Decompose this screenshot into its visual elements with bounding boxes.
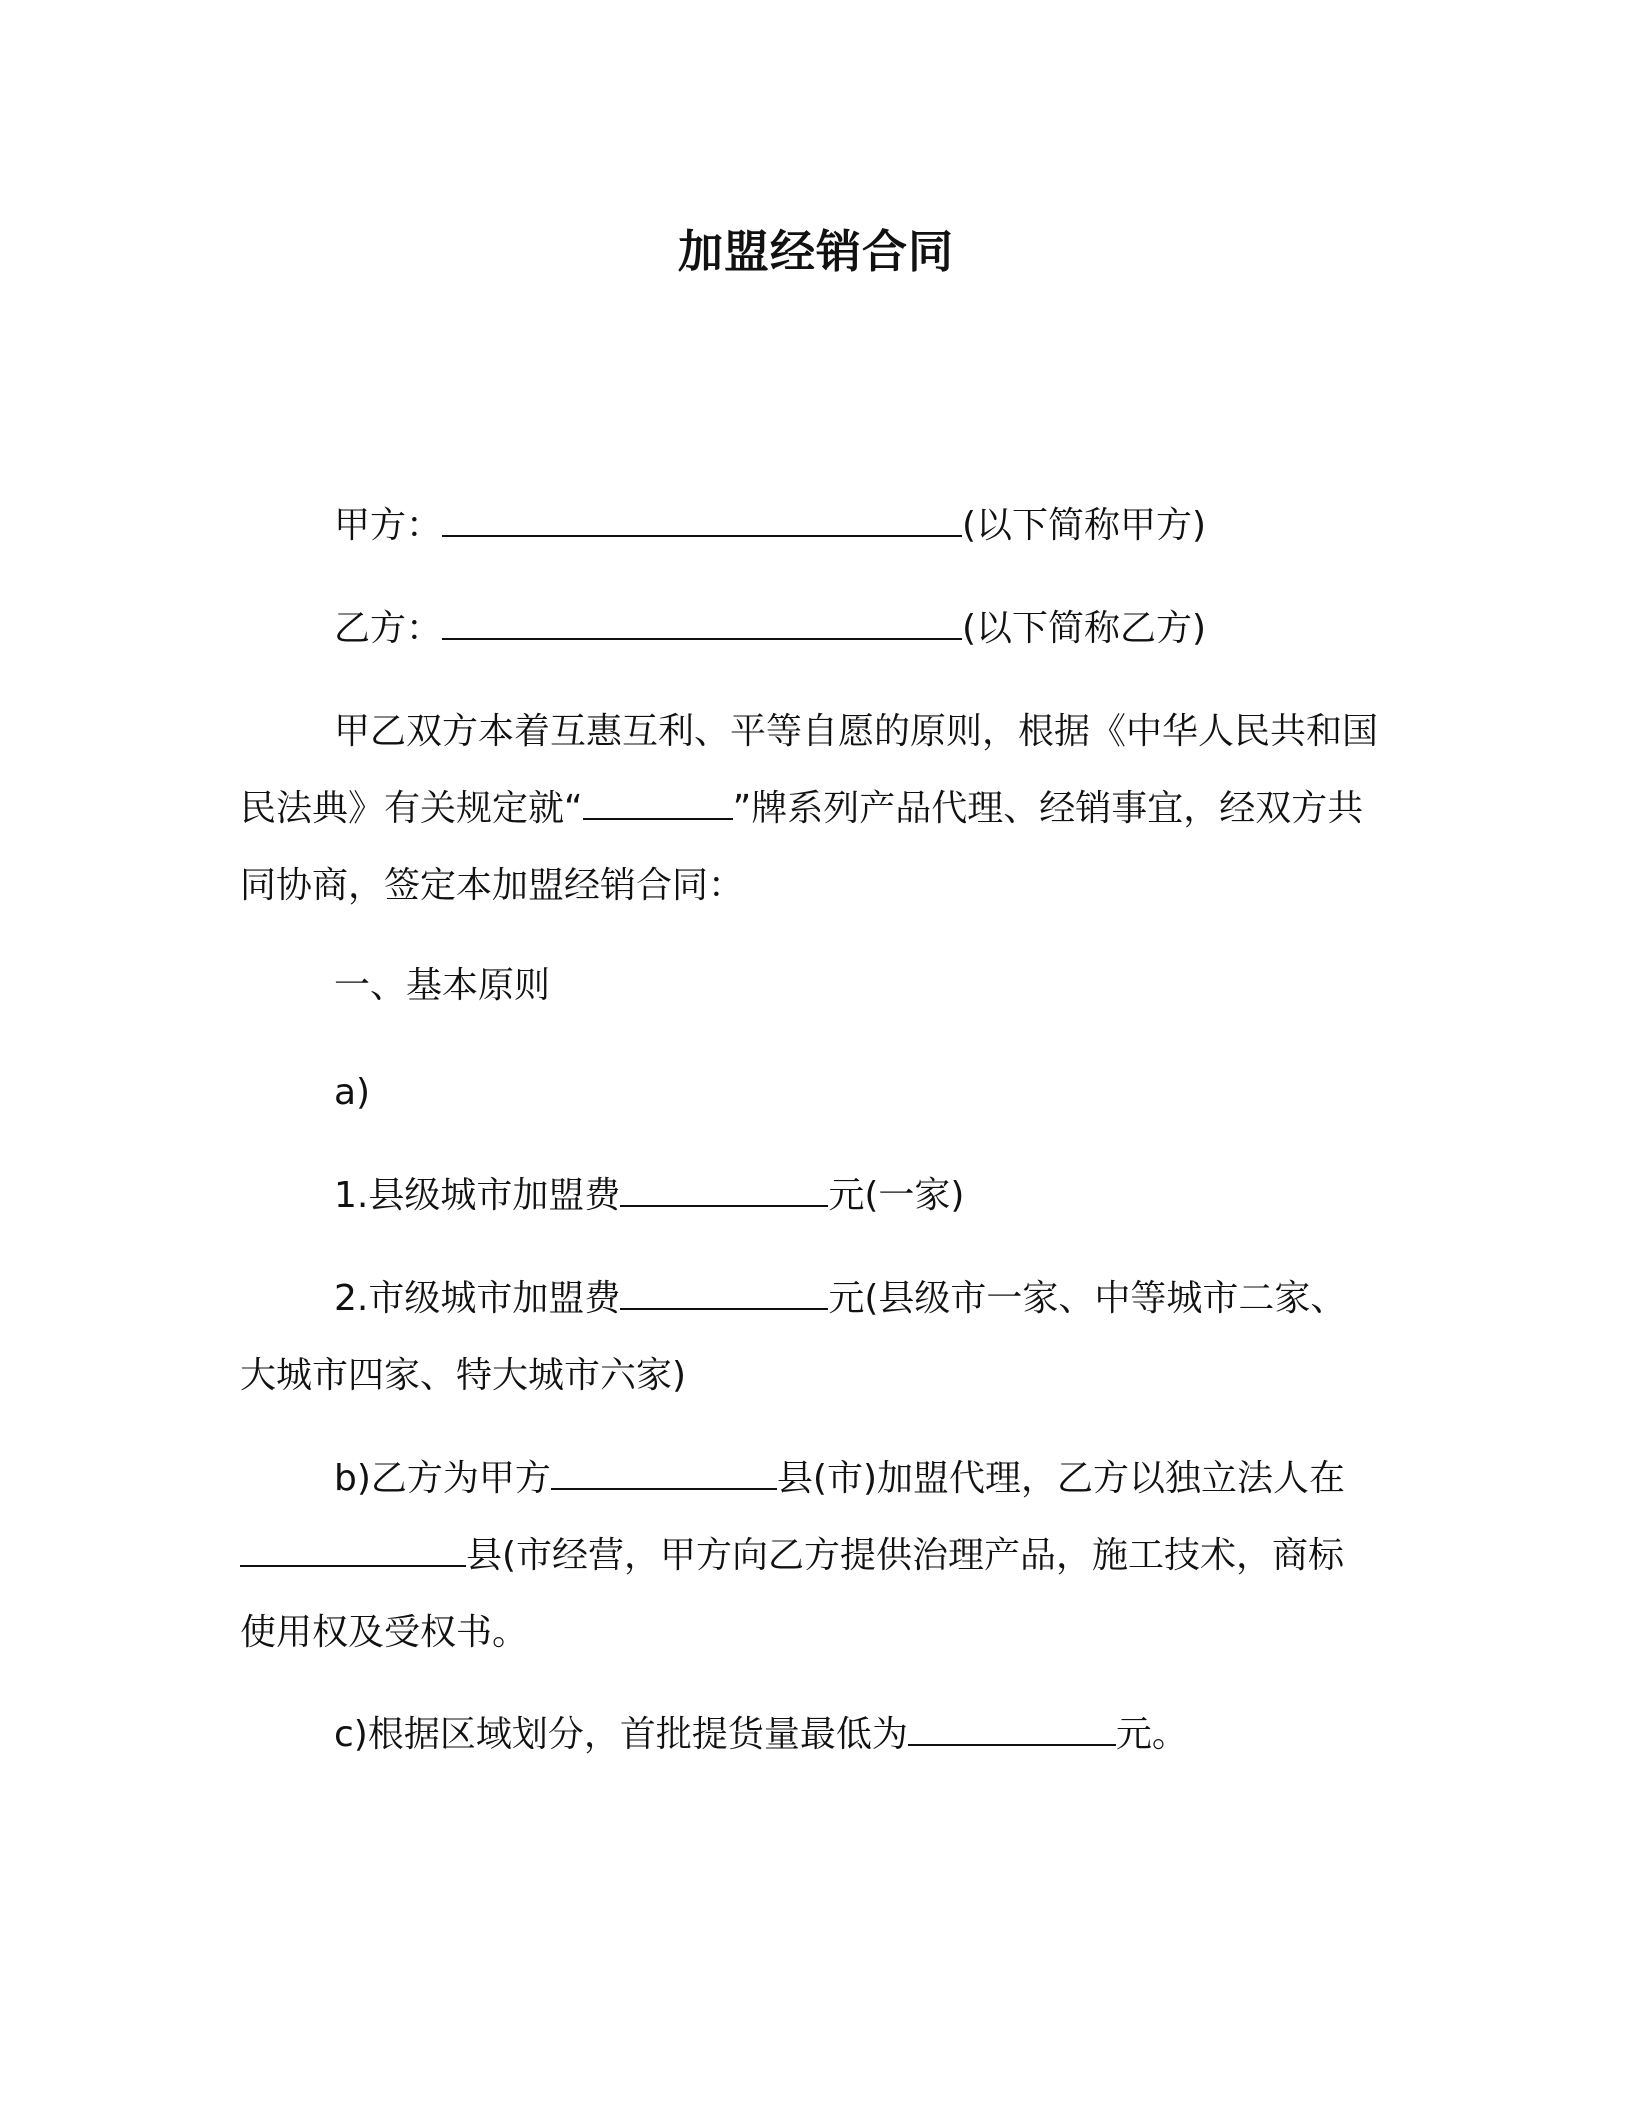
item-b bbox=[240, 1440, 1380, 1671]
document-title: 加盟经销合同 bbox=[677, 225, 954, 278]
item-c-text: c)根据区域划分，首批提货量最低为 bbox=[334, 1714, 908, 1755]
item-b-text-3: 县(市经营，甲方向乙方提供治理产品，施工技术，商标使用权及受权书。 bbox=[240, 1535, 1345, 1653]
intro-paragraph bbox=[240, 693, 1380, 924]
item-a1-text: 1.县级城市加盟费 bbox=[334, 1175, 621, 1216]
party-b-blank bbox=[442, 608, 962, 640]
city-fee-blank bbox=[620, 1278, 828, 1310]
item-a1-suffix: 元(一家) bbox=[828, 1175, 965, 1216]
brand-blank bbox=[583, 788, 733, 820]
item-a2-text: 2.市级城市加盟费 bbox=[334, 1278, 621, 1319]
item-c-suffix: 元。 bbox=[1115, 1714, 1188, 1755]
party-b-label: 乙方： bbox=[334, 608, 443, 649]
item-a2 bbox=[240, 1260, 1380, 1414]
item-a1 bbox=[334, 1157, 1474, 1234]
county-fee-blank bbox=[620, 1175, 828, 1207]
intro-text-1: 甲乙双方本着互惠互利、平等自愿的原则，根据《中华人民共和国民法典》有关规定就“ bbox=[240, 711, 1379, 829]
party-a-blank bbox=[442, 505, 962, 537]
party-a-suffix: (以下简称甲方) bbox=[962, 505, 1207, 546]
section-1-heading: 一、基本原则 bbox=[334, 965, 551, 1006]
intro-text-2: ”牌系列产品代理、经销事宜，经双方共同协商，签定本加盟经销合同： bbox=[240, 788, 1364, 906]
party-b-suffix: (以下简称乙方) bbox=[962, 608, 1207, 649]
item-c bbox=[334, 1696, 1474, 1773]
item-a: a) bbox=[334, 1072, 371, 1113]
item-b-text-2: 县(市)加盟代理，乙方以独立法人在 bbox=[776, 1458, 1345, 1499]
party-a-label: 甲方： bbox=[334, 505, 443, 546]
party-b-line bbox=[334, 590, 1474, 667]
operation-county-blank bbox=[240, 1535, 466, 1567]
item-b-text-1: b)乙方为甲方 bbox=[334, 1458, 551, 1499]
party-a-line bbox=[334, 487, 1474, 564]
item-a2-suffix: 元(县级市一家、中等城市二家、大城市四家、特大城市六家) bbox=[240, 1278, 1347, 1396]
first-order-blank bbox=[908, 1714, 1116, 1746]
agency-county-blank bbox=[551, 1458, 777, 1490]
